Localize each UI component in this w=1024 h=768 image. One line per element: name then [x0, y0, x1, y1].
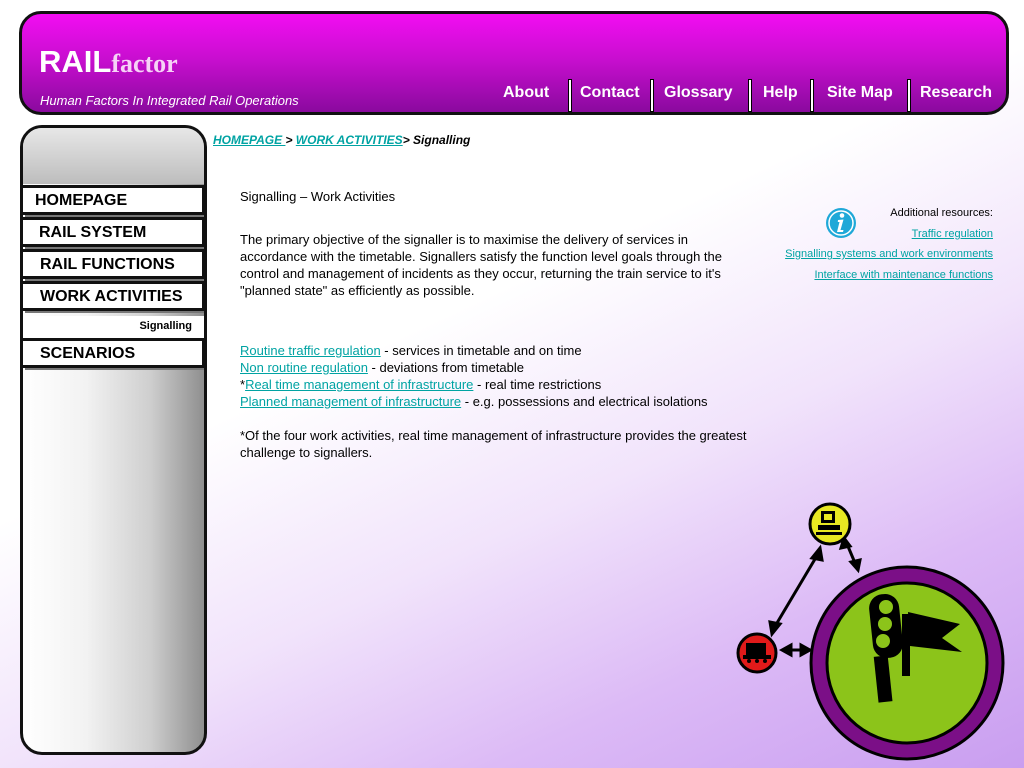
nav-site-map[interactable]: Site Map: [827, 84, 893, 101]
nav-about[interactable]: About: [503, 84, 550, 101]
breadcrumb: [213, 133, 470, 147]
train-icon: [738, 634, 776, 672]
site-logo[interactable]: [39, 44, 178, 80]
list-item: [240, 359, 780, 376]
sidebar-item-work-activities[interactable]: [23, 281, 205, 311]
sidebar-item-label: WORK ACTIVITIES: [40, 288, 183, 305]
non-routine-regulation-link[interactable]: Non routine regulation: [240, 360, 368, 375]
real-time-infrastructure-link[interactable]: Real time management of infrastructure: [245, 377, 474, 392]
nav-divider: [907, 79, 911, 112]
nav-divider: [650, 79, 654, 112]
nav-research[interactable]: Research: [920, 84, 993, 101]
nav-divider: [748, 79, 752, 112]
resource-link-maintenance-interface[interactable]: Interface with maintenance functions: [814, 268, 993, 281]
list-item: [240, 393, 780, 410]
sidebar-subitem-label: Signalling: [139, 320, 192, 332]
list-item: [240, 342, 780, 359]
breadcrumb-current: > Signalling: [402, 133, 471, 147]
resource-link-traffic-regulation[interactable]: Traffic regulation: [911, 227, 993, 240]
resources-title: Additional resources:: [890, 207, 993, 219]
nav-glossary[interactable]: Glossary: [664, 84, 733, 101]
resource-link-signalling-systems[interactable]: Signalling systems and work environments: [785, 248, 993, 260]
list-item-desc: - real time restrictions: [473, 377, 602, 392]
nav-divider: [810, 79, 814, 112]
sidebar-item-rail-functions[interactable]: [23, 249, 205, 279]
breadcrumb-work-activities-link[interactable]: WORK ACTIVITIES: [295, 133, 403, 147]
sidebar-subitem-signalling[interactable]: [23, 316, 207, 338]
activity-list: [240, 342, 780, 410]
computer-icon: [810, 504, 850, 544]
logo-factor: factor: [111, 49, 178, 78]
breadcrumb-separator: >: [285, 133, 296, 147]
logo-rail: RAIL: [39, 44, 112, 79]
sidebar-item-label: HOMEPAGE: [35, 192, 128, 209]
list-item: [240, 376, 780, 393]
page-title: Signalling – Work Activities: [240, 189, 396, 204]
nav-divider: [568, 79, 572, 112]
intro-paragraph: The primary objective of the signaller is to maximise the delivery of services in accordance with the timetable. Signallers satisfy the function level goals through the control and management of incidents as they occur, returning the train service to it's "planned state" as efficiently as possible.: [240, 232, 722, 298]
tagline: Human Factors In Integrated Rail Operations: [40, 93, 299, 108]
sidebar-item-rail-system[interactable]: [23, 217, 205, 247]
sidebar-item-label: SCENARIOS: [40, 345, 136, 362]
nav-contact[interactable]: Contact: [580, 84, 640, 101]
sidebar: [20, 125, 207, 755]
sidebar-item-scenarios[interactable]: [23, 338, 205, 368]
site-header: [19, 11, 1009, 115]
routine-traffic-regulation-link[interactable]: Routine traffic regulation: [240, 343, 381, 358]
nav-help[interactable]: Help: [763, 84, 798, 101]
sidebar-item-homepage[interactable]: [23, 185, 205, 215]
sidebar-item-label: RAIL SYSTEM: [39, 224, 147, 241]
signal-node: [811, 567, 1003, 759]
list-item-desc: - deviations from timetable: [367, 360, 524, 375]
list-item-desc: - e.g. possessions and electrical isolations: [461, 394, 708, 409]
footnote: *Of the four work activities, real time management of infrastructure provides the greatest challenge to signallers.: [240, 428, 747, 460]
sidebar-item-label: RAIL FUNCTIONS: [40, 256, 175, 273]
additional-resources: [785, 203, 993, 285]
planned-infrastructure-link[interactable]: Planned management of infrastructure: [240, 394, 462, 409]
breadcrumb-home-link[interactable]: HOMEPAGE: [213, 133, 286, 147]
list-item-desc: - services in timetable and on time: [380, 343, 582, 358]
signalling-diagram: [730, 500, 1024, 768]
sidebar-top-panel: [23, 128, 204, 184]
list-item-prefix: *: [240, 377, 246, 392]
